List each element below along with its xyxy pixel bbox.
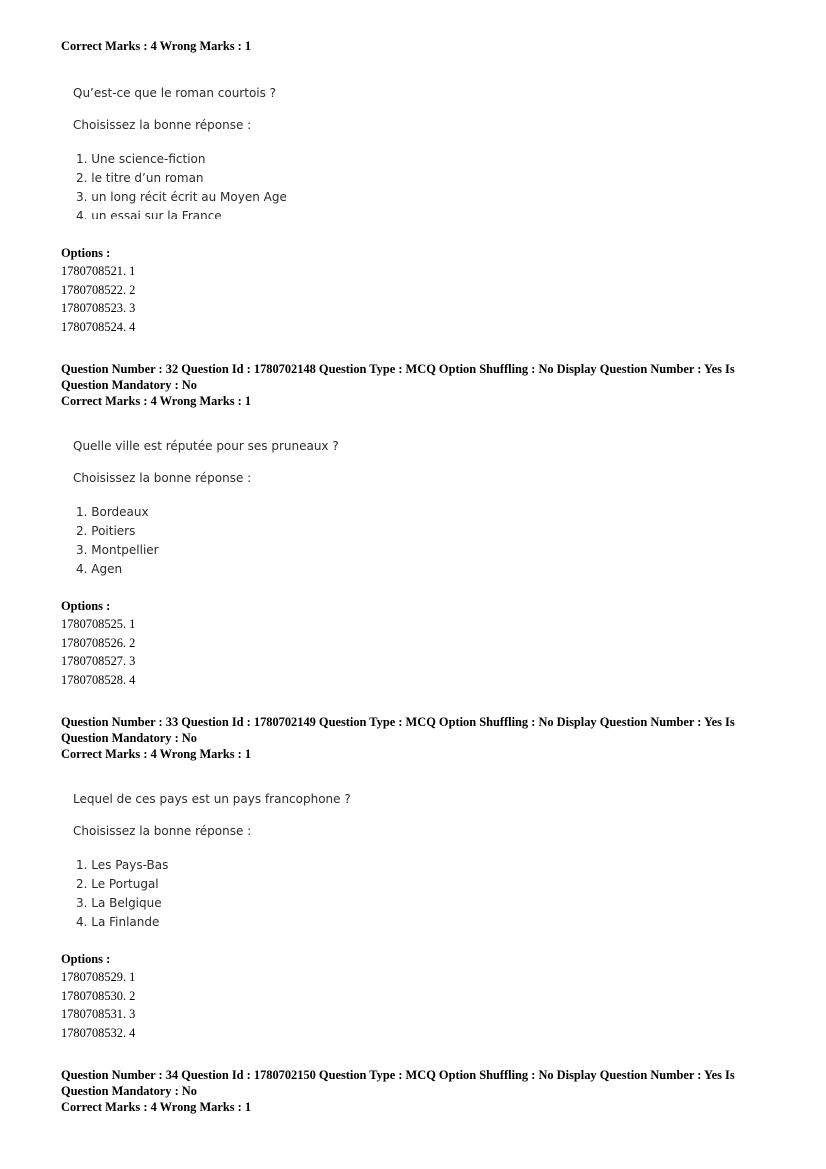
q32-question-text: Quelle ville est réputée pour ses pruneaux ?: [73, 439, 339, 453]
q33-question-box: [73, 792, 673, 932]
q31-choice: 1. Une science-fiction: [76, 152, 206, 166]
q33-question-text: Lequel de ces pays est un pays francophone ?: [73, 792, 351, 806]
q33-choice: 1. Les Pays-Bas: [76, 858, 169, 872]
q31-question-text: Qu’est-ce que le roman courtois ?: [73, 86, 277, 100]
q32-choice: 2. Poitiers: [76, 524, 136, 538]
q33-choice: 3. La Belgique: [76, 896, 162, 910]
q32-choice: 1. Bordeaux: [76, 505, 149, 519]
q32-question-box: [73, 439, 673, 579]
q32-option: 1780708526. 2: [61, 635, 136, 650]
q34-header-line1: Question Number : 34 Question Id : 1780702150 Question Type : MCQ Option Shuffling : No Display Question Number : Yes Is: [61, 1068, 735, 1082]
q32-options: [61, 598, 361, 690]
q33-choice-list: [76, 856, 673, 932]
q32-option: 1780708528. 4: [61, 673, 136, 688]
q31-choice: 2. le titre d’un roman: [76, 171, 204, 185]
q33-option: 1780708532. 4: [61, 1026, 136, 1041]
q33-option: 1780708531. 3: [61, 1007, 136, 1022]
q31-choice-list: [76, 150, 673, 219]
q32-marks: Correct Marks : 4 Wrong Marks : 1: [61, 394, 252, 408]
q32-choice: 3. Montpellier: [76, 543, 159, 557]
q31-options-title: Options :: [61, 246, 111, 260]
q32-header-line1: Question Number : 32 Question Id : 1780702148 Question Type : MCQ Option Shuffling : No Display Question Number : Yes Is: [61, 362, 735, 376]
q33-header: [61, 714, 761, 762]
q31-marks-block: [61, 38, 761, 54]
q32-option: 1780708527. 3: [61, 654, 136, 669]
q33-options-title: Options :: [61, 952, 111, 966]
q32-header: [61, 361, 761, 409]
q32-choice-list: [76, 503, 673, 579]
q32-option: 1780708525. 1: [61, 617, 136, 631]
q31-option: 1780708523. 3: [61, 301, 136, 316]
q33-instruction: Choisissez la bonne réponse :: [73, 824, 252, 838]
q33-marks: Correct Marks : 4 Wrong Marks : 1: [61, 747, 252, 761]
q32-instruction: Choisissez la bonne réponse :: [73, 471, 252, 485]
q33-header-line2: Question Mandatory : No: [61, 731, 197, 745]
q31-marks: Correct Marks : 4 Wrong Marks : 1: [61, 39, 252, 53]
q33-choice: 2. Le Portugal: [76, 877, 159, 891]
q33-option: 1780708529. 1: [61, 970, 136, 984]
q31-option: 1780708522. 2: [61, 282, 136, 297]
q33-header-line1: Question Number : 33 Question Id : 1780702149 Question Type : MCQ Option Shuffling : No Display Question Number : Yes Is: [61, 715, 735, 729]
q34-marks: Correct Marks : 4 Wrong Marks : 1: [61, 1100, 252, 1114]
q31-instruction: Choisissez la bonne réponse :: [73, 118, 252, 132]
q31-option: 1780708521. 1: [61, 264, 136, 278]
q31-options: [61, 245, 361, 337]
q32-options-title: Options :: [61, 599, 111, 613]
q31-choice: 3. un long récit écrit au Moyen Age: [76, 190, 287, 204]
q32-choice: 4. Agen: [76, 562, 123, 576]
q33-options: [61, 951, 361, 1043]
q32-header-line2: Question Mandatory : No: [61, 378, 197, 392]
q34-header: [61, 1067, 761, 1115]
q31-question-box: [73, 86, 673, 219]
q33-choice: 4. La Finlande: [76, 915, 160, 929]
q31-option: 1780708524. 4: [61, 320, 136, 335]
q34-header-line2: Question Mandatory : No: [61, 1084, 197, 1098]
q33-option: 1780708530. 2: [61, 988, 136, 1003]
q31-choice: 4. un essai sur la France: [76, 209, 222, 219]
